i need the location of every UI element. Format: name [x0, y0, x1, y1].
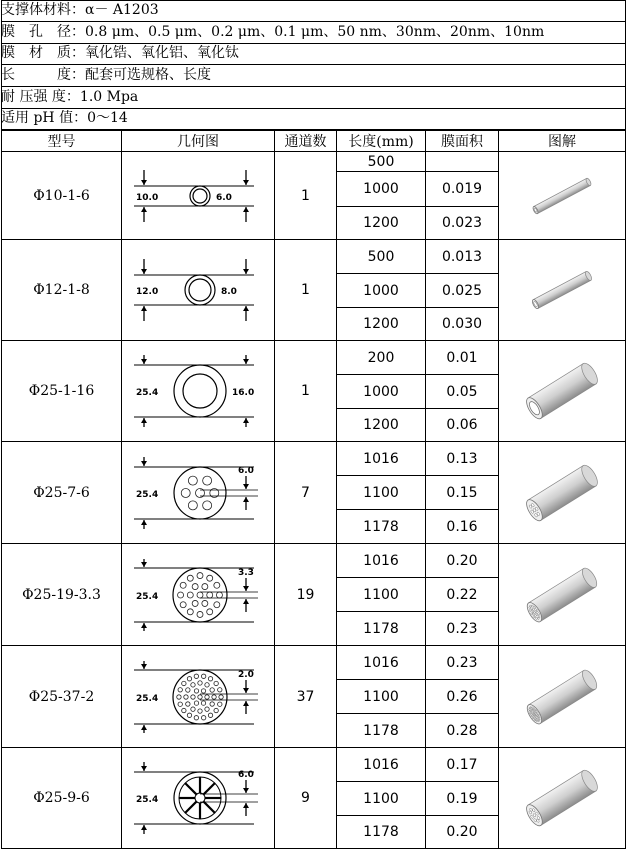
outer-diameter-label: 12.0 [136, 287, 159, 297]
spec-support-label: 支撑体材料： [1, 2, 85, 18]
length-cell: 1000 [337, 375, 426, 409]
channel-hole [188, 476, 197, 485]
geometry-cell [122, 544, 275, 646]
inner-diameter-label: 6.0 [238, 770, 254, 780]
area-cell: 0.13 [426, 442, 499, 476]
channel-hole [194, 674, 198, 678]
channel-hole [187, 592, 193, 598]
inner-diameter-label: 6.0 [216, 192, 232, 203]
inner-arrow-top-head [243, 359, 249, 364]
channel-circle [189, 279, 211, 301]
channel-hole [214, 681, 218, 685]
channel-count-cell: 1 [275, 152, 337, 240]
length-cell: 1100 [337, 680, 426, 714]
geometry-diagram [128, 762, 268, 834]
tube-body [533, 272, 591, 309]
spec-ph-value: 0～14 [87, 110, 128, 126]
spec-material-value: 氧化锆、氧化铝、氧化钛 [85, 45, 239, 61]
length-cell: 1100 [337, 578, 426, 612]
table-row [2, 544, 626, 578]
geometry-cell [122, 240, 275, 341]
length-cell: 1016 [337, 646, 426, 680]
outer-arrow-bottom-head [141, 418, 147, 423]
channel-hole [218, 702, 222, 706]
length-cell: 1178 [337, 510, 426, 544]
inner-arrow-bottom-head [243, 497, 249, 502]
area-cell [426, 152, 499, 172]
channel-hole [197, 572, 203, 578]
inner-arrow-top-head [243, 586, 249, 591]
channel-hole [192, 583, 198, 589]
area-cell: 0.030 [426, 308, 499, 341]
geometry-cell [122, 152, 275, 240]
length-cell: 1016 [337, 748, 426, 782]
outer-arrow-top-head [141, 359, 147, 364]
header-model: 型号 [2, 131, 122, 152]
channel-hole [214, 708, 218, 712]
outer-diameter-label: 25.4 [136, 591, 159, 602]
spec-ph [1, 108, 625, 130]
area-cell: 0.06 [426, 409, 499, 442]
header-geometry: 几何图 [122, 131, 275, 152]
length-cell: 1200 [337, 207, 426, 240]
channel-hole [187, 575, 193, 581]
channel-hole [194, 700, 198, 704]
inner-arrow-top-head [243, 269, 249, 274]
area-cell: 0.20 [426, 544, 499, 578]
channel-hole [212, 694, 216, 698]
area-cell: 0.22 [426, 578, 499, 612]
channel-hole [181, 488, 190, 497]
channel-count-cell: 19 [275, 544, 337, 646]
outer-diameter-label: 25.4 [136, 388, 159, 398]
channel-hole [207, 592, 213, 598]
channel-hole [201, 700, 205, 704]
inner-arrow-bottom-head [243, 701, 249, 706]
length-cell: 1178 [337, 714, 426, 748]
spec-pressure-value: 1.0 Mpa [79, 89, 139, 105]
table-row [2, 341, 626, 375]
illustration-cell [499, 442, 626, 544]
channel-hole [207, 575, 213, 581]
inner-diameter-label: 3.3 [238, 567, 254, 578]
channel-hole [192, 600, 198, 606]
outer-arrow-bottom-head [141, 207, 147, 212]
outer-arrow-top-head [141, 766, 147, 771]
length-cell: 1000 [337, 172, 426, 207]
tube-illustration [502, 250, 622, 330]
channel-hole [188, 500, 197, 509]
outer-arrow-bottom-head [141, 623, 147, 628]
outer-diameter-label: 25.4 [136, 489, 159, 500]
length-cell: 1100 [337, 476, 426, 510]
tube-illustration [502, 657, 622, 737]
inner-arrow-top-head [243, 180, 249, 185]
length-cell: 1016 [337, 442, 426, 476]
channel-hole [191, 682, 195, 686]
channel-hole [216, 592, 222, 598]
channel-hole [177, 694, 181, 698]
frame-right [625, 0, 626, 130]
illustration-cell [499, 544, 626, 646]
tube-illustration [502, 156, 622, 236]
spec-material-label: 膜 材 质： [1, 45, 85, 61]
channel-hole [202, 600, 208, 606]
channel-hole [187, 713, 191, 717]
channel-hole [219, 694, 223, 698]
area-cell: 0.01 [426, 341, 499, 375]
outer-arrow-top-head [141, 562, 147, 567]
channel-hole [214, 601, 220, 607]
channel-hole [198, 680, 202, 684]
area-cell: 0.23 [426, 646, 499, 680]
channel-hole [203, 476, 212, 485]
channel-hole [178, 687, 182, 691]
table-row [2, 240, 626, 274]
channel-hole [210, 687, 214, 691]
channel-hole [197, 592, 203, 598]
tube-illustration [502, 555, 622, 635]
model-cell: Φ25-37-2 [2, 646, 122, 748]
spec-length [1, 65, 625, 87]
channel-hole [178, 592, 184, 598]
area-cell: 0.019 [426, 172, 499, 207]
channel-hole [214, 582, 220, 588]
inner-arrow-bottom-head [243, 803, 249, 808]
channel-hole [201, 674, 205, 678]
spec-pressure-label: 耐 压强 度： [1, 89, 80, 105]
length-cell: 1200 [337, 308, 426, 341]
model-cell: Φ25-1-16 [2, 341, 122, 442]
header-length: 长度(mm) [337, 131, 426, 152]
table-row [2, 152, 626, 172]
outer-arrow-top-head [141, 461, 147, 466]
area-cell: 0.025 [426, 274, 499, 308]
inner-arrow-top-head [243, 788, 249, 793]
channel-hole [187, 608, 193, 614]
area-cell: 0.16 [426, 510, 499, 544]
geometry-diagram [128, 661, 268, 733]
area-cell: 0.26 [426, 680, 499, 714]
inner-arrow-bottom-head [243, 599, 249, 604]
inner-arrow-top-head [243, 688, 249, 693]
channel-hole [205, 694, 209, 698]
outer-arrow-bottom-head [141, 825, 147, 830]
channel-hole [207, 608, 213, 614]
center-channel [195, 793, 205, 803]
channel-count-cell: 37 [275, 646, 337, 748]
geometry-diagram [128, 160, 268, 232]
spec-length-label: 长 度： [1, 67, 85, 83]
channel-hole [202, 583, 208, 589]
channel-circle [193, 189, 207, 203]
area-cell: 0.19 [426, 782, 499, 816]
length-cell: 200 [337, 341, 426, 375]
geometry-diagram [128, 254, 268, 326]
table-header-row [2, 131, 626, 152]
table-row [2, 646, 626, 680]
model-cell: Φ12-1-8 [2, 240, 122, 341]
geometry-cell [122, 646, 275, 748]
outer-arrow-top-head [141, 269, 147, 274]
header-channels: 通道数 [275, 131, 337, 152]
channel-hole [191, 706, 195, 710]
channel-hole [194, 715, 198, 719]
spec-support-value: α－ A1203 [85, 2, 159, 18]
channel-hole [194, 688, 198, 692]
illustration-cell [499, 646, 626, 748]
header-area: 膜面积 [426, 131, 499, 152]
inner-diameter-label: 6.0 [238, 465, 254, 476]
tube-body [534, 178, 591, 213]
inner-arrow-bottom-head [243, 418, 249, 423]
channel-count-cell: 1 [275, 341, 337, 442]
spec-support [1, 0, 625, 22]
outer-arrow-bottom-head [141, 306, 147, 311]
illustration-cell [499, 240, 626, 341]
outer-diameter-label: 25.4 [136, 795, 159, 805]
length-cell: 1178 [337, 612, 426, 646]
area-cell: 0.28 [426, 714, 499, 748]
channel-hole [201, 688, 205, 692]
model-cell: Φ10-1-6 [2, 152, 122, 240]
model-cell: Φ25-19-3.3 [2, 544, 122, 646]
spec-length-value: 配套可选规格、长度 [85, 67, 211, 83]
area-cell: 0.023 [426, 207, 499, 240]
illustration-cell [499, 748, 626, 849]
channel-hole [187, 676, 191, 680]
geometry-cell [122, 748, 275, 849]
length-cell: 1100 [337, 782, 426, 816]
geometry-diagram [128, 457, 268, 529]
geometry-cell [122, 442, 275, 544]
spec-pore [1, 22, 625, 44]
length-cell: 1200 [337, 409, 426, 442]
illustration-cell [499, 341, 626, 442]
channel-hole [208, 676, 212, 680]
length-cell: 500 [337, 240, 426, 274]
inner-diameter-label: 2.0 [238, 669, 254, 680]
spec-material [1, 43, 625, 65]
channel-count-cell: 7 [275, 442, 337, 544]
outer-arrow-bottom-head [141, 520, 147, 525]
geometry-diagram [128, 559, 268, 631]
channel-hole [201, 715, 205, 719]
channel-hole [208, 713, 212, 717]
channel-hole [186, 687, 190, 691]
channel-hole [178, 702, 182, 706]
channel-hole [205, 706, 209, 710]
table-row [2, 748, 626, 782]
channel-hole [191, 694, 195, 698]
geometry-diagram [128, 355, 268, 427]
length-cell: 1016 [337, 544, 426, 578]
channel-hole [203, 500, 212, 509]
header-illustration: 图解 [499, 131, 626, 152]
spec-pressure [1, 87, 625, 109]
inner-diameter-label: 16.0 [232, 388, 255, 398]
outer-diameter-label: 25.4 [136, 693, 159, 704]
inner-arrow-top-head [243, 484, 249, 489]
membrane-spec-table [1, 130, 626, 849]
channel-count-cell: 1 [275, 240, 337, 341]
channel-hole [182, 681, 186, 685]
area-cell: 0.20 [426, 816, 499, 849]
length-cell: 500 [337, 152, 426, 172]
channel-hole [198, 708, 202, 712]
channel-count-cell: 9 [275, 748, 337, 849]
channel-circle [183, 374, 217, 408]
channel-hole [180, 601, 186, 607]
channel-hole [180, 582, 186, 588]
area-cell: 0.23 [426, 612, 499, 646]
channel-hole [184, 694, 188, 698]
model-cell: Φ25-7-6 [2, 442, 122, 544]
channel-hole [198, 694, 202, 698]
outer-arrow-top-head [141, 664, 147, 669]
inner-diameter-label: 8.0 [221, 287, 237, 297]
area-cell: 0.013 [426, 240, 499, 274]
channel-hole [218, 687, 222, 691]
area-cell: 0.05 [426, 375, 499, 409]
tube-illustration [502, 351, 622, 431]
channel-hole [186, 701, 190, 705]
area-cell: 0.17 [426, 748, 499, 782]
outer-arrow-top-head [141, 180, 147, 185]
channel-hole [182, 708, 186, 712]
outer-arrow-bottom-head [141, 725, 147, 730]
inner-arrow-bottom-head [243, 306, 249, 311]
inner-arrow-bottom-head [243, 207, 249, 212]
length-cell: 1178 [337, 816, 426, 849]
tube-illustration [502, 453, 622, 533]
area-cell: 0.15 [426, 476, 499, 510]
spec-pore-value: 0.8 μm、0.5 μm、0.2 μm、0.1 μm、50 nm、30nm、20nm、10nm [85, 24, 545, 40]
spec-ph-label: 适用 pH 值： [1, 110, 88, 126]
illustration-cell [499, 152, 626, 240]
spec-pore-label: 膜 孔 径： [1, 24, 85, 40]
geometry-cell [122, 341, 275, 442]
tube-illustration [502, 758, 622, 838]
channel-hole [197, 611, 203, 617]
outer-diameter-label: 10.0 [136, 192, 159, 203]
length-cell: 1000 [337, 274, 426, 308]
table-row [2, 442, 626, 476]
channel-hole [210, 701, 214, 705]
channel-hole [205, 682, 209, 686]
model-cell: Φ25-9-6 [2, 748, 122, 849]
